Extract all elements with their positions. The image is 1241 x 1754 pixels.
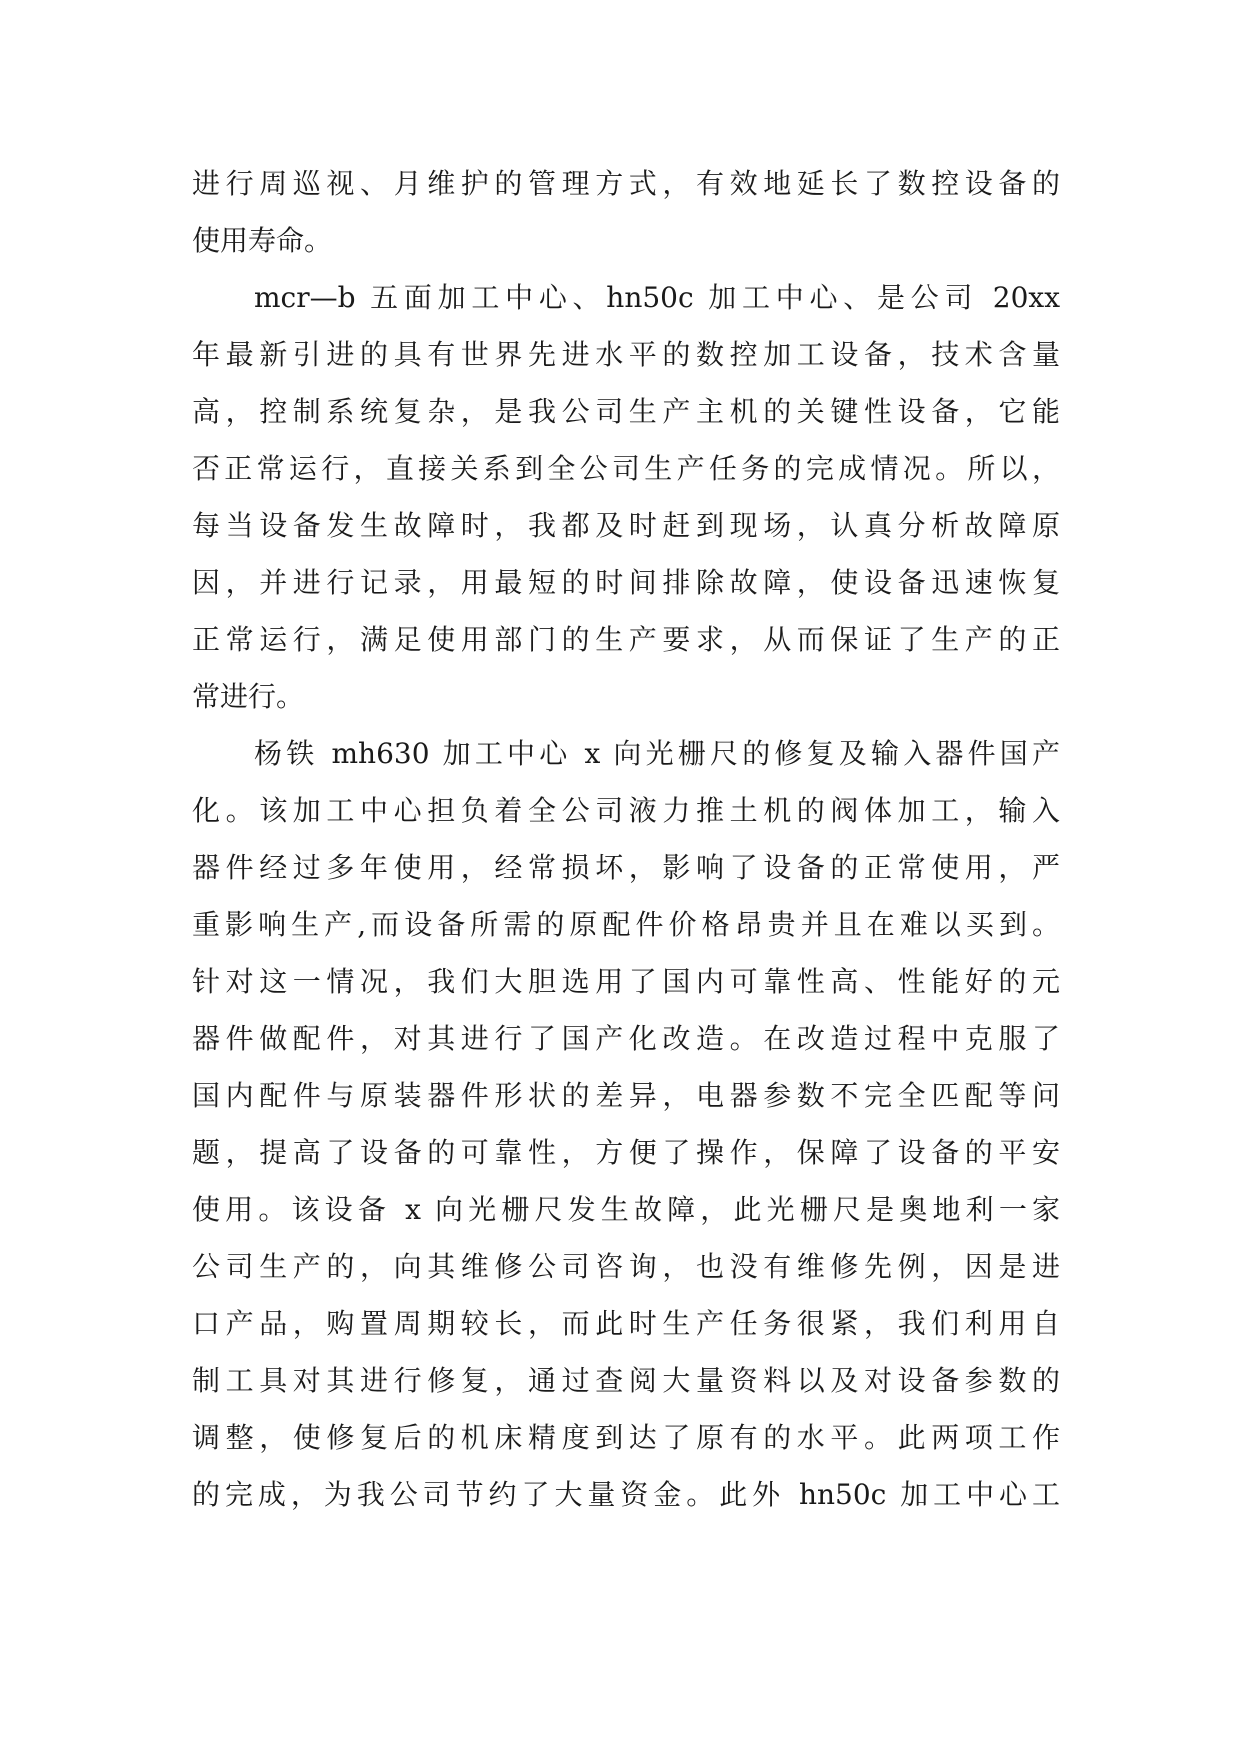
text-line: 重影响生产,而设备所需的原配件价格昂贵并且在难以买到。 [192, 908, 1060, 941]
paragraph-first-line: 杨铁 mh630 加工中心 x 向光栅尺的修复及输入器件国产 [254, 737, 1060, 770]
text-line: 高，控制系统复杂，是我公司生产主机的关键性设备，它能 [192, 395, 1060, 428]
text-line: 进行周巡视、月维护的管理方式，有效地延长了数控设备的 [192, 167, 1060, 200]
text-line: 公司生产的，向其维修公司咨询，也没有维修先例，因是进 [192, 1250, 1060, 1283]
text-line: 使用。该设备 x 向光栅尺发生故障，此光栅尺是奥地利一家 [192, 1193, 1060, 1226]
text-line: 口产品，购置周期较长，而此时生产任务很紧，我们利用自 [192, 1307, 1060, 1340]
text-line: 制工具对其进行修复，通过查阅大量资料以及对设备参数的 [192, 1364, 1060, 1397]
text-line: 化。该加工中心担负着全公司液力推土机的阀体加工，输入 [192, 794, 1060, 827]
text-line: 的完成，为我公司节约了大量资金。此外 hn50c 加工中心工 [192, 1478, 1060, 1511]
text-line: 国内配件与原装器件形状的差异，电器参数不完全匹配等问 [192, 1079, 1060, 1112]
text-line: 使用寿命。 [192, 224, 333, 257]
text-line: 正常运行，满足使用部门的生产要求，从而保证了生产的正 [192, 623, 1060, 656]
text-line: 因，并进行记录，用最短的时间排除故障，使设备迅速恢复 [192, 566, 1060, 599]
text-line: 常进行。 [192, 680, 305, 713]
document-page [192, 155, 1060, 1523]
text-line: 每当设备发生故障时，我都及时赶到现场，认真分析故障原 [192, 509, 1060, 542]
text-line: 年最新引进的具有世界先进水平的数控加工设备，技术含量 [192, 338, 1060, 371]
text-line: 针对这一情况，我们大胆选用了国内可靠性高、性能好的元 [192, 965, 1060, 998]
text-line: 器件做配件，对其进行了国产化改造。在改造过程中克服了 [192, 1022, 1060, 1055]
text-line: 调整，使修复后的机床精度到达了原有的水平。此两项工作 [192, 1421, 1060, 1454]
paragraph-first-line: mcr—b 五面加工中心、hn50c 加工中心、是公司 20xx [254, 281, 1060, 314]
text-line: 器件经过多年使用，经常损坏，影响了设备的正常使用，严 [192, 851, 1060, 884]
text-line: 题，提高了设备的可靠性，方便了操作，保障了设备的平安 [192, 1136, 1060, 1169]
text-line: 否正常运行，直接关系到全公司生产任务的完成情况。所以， [192, 452, 1060, 485]
